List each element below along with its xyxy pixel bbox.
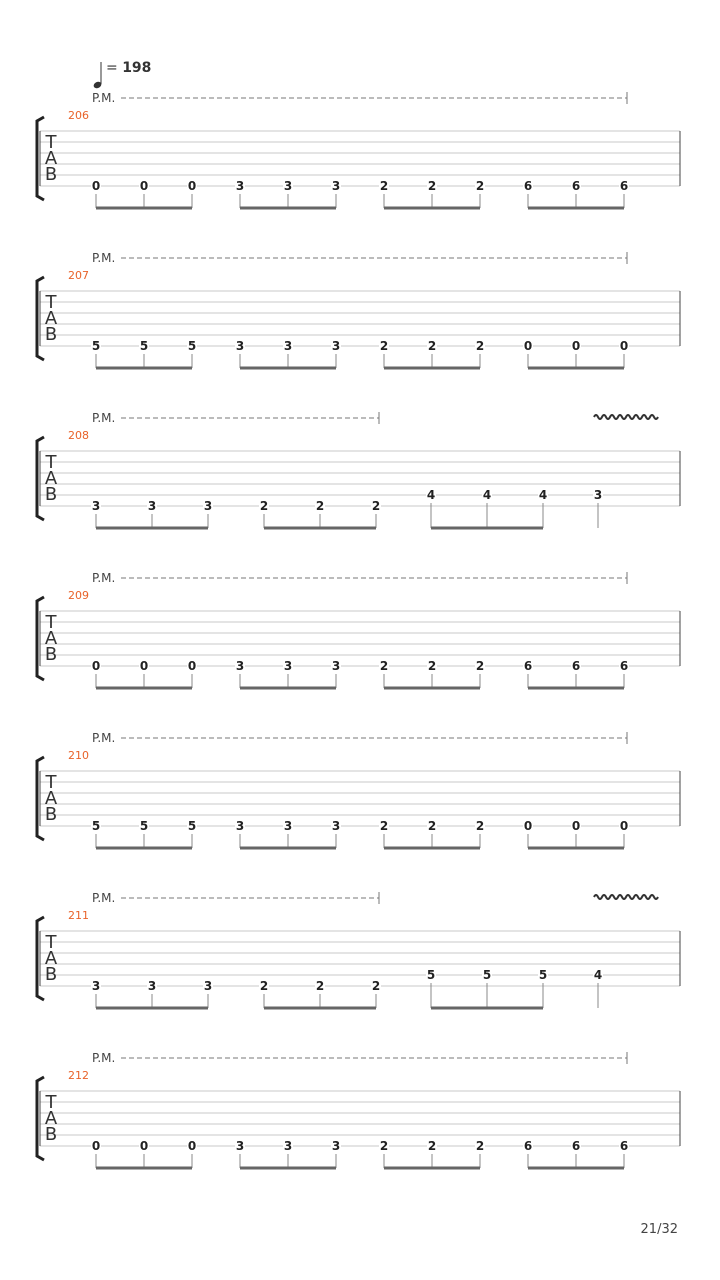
beam-group: [426, 488, 548, 528]
tab-clef-b: B: [44, 804, 58, 825]
fret-number: 3: [91, 979, 101, 993]
tab-clef-t: T: [45, 1092, 57, 1113]
fret-number: 3: [147, 979, 157, 993]
fret-number: 5: [139, 339, 149, 353]
fret-number: 2: [379, 179, 389, 193]
fret-number: 0: [139, 659, 149, 673]
fret-number: 3: [235, 179, 245, 193]
fret-number: 2: [427, 659, 437, 673]
fret-number: 6: [523, 179, 533, 193]
palm-mute-label: P.M.: [92, 251, 116, 265]
fret-number: 2: [427, 339, 437, 353]
fret-number: 5: [538, 968, 548, 982]
fret-number: 2: [259, 499, 269, 513]
tab-clef-b: B: [44, 644, 58, 665]
beam-group: [523, 659, 629, 688]
fret-number: 0: [139, 179, 149, 193]
fret-number: 3: [235, 1139, 245, 1153]
fret-number: 0: [523, 339, 533, 353]
beam-group: [91, 659, 197, 688]
tab-clef-t: T: [45, 292, 57, 313]
tab-system-209: [37, 571, 680, 688]
fret-number: 3: [203, 499, 213, 513]
page-number: 21/32: [640, 1222, 678, 1237]
palm-mute-label: P.M.: [92, 1051, 116, 1065]
fret-number: 3: [283, 819, 293, 833]
measure-number: 206: [68, 109, 89, 122]
fret-number: 3: [331, 659, 341, 673]
tab-clef-t: T: [45, 772, 57, 793]
beam-group: [523, 1139, 629, 1168]
beam-group: [91, 339, 197, 368]
tab-clef-a: A: [44, 468, 58, 489]
fret-number: 4: [538, 488, 548, 502]
fret-number: 2: [371, 499, 381, 513]
beam-group: [259, 979, 381, 1008]
tab-clef-t: T: [45, 452, 57, 473]
fret-number: 6: [523, 1139, 533, 1153]
fret-number: 2: [379, 339, 389, 353]
tab-clef-b: B: [44, 964, 58, 985]
fret-number: 5: [91, 819, 101, 833]
fret-number: 0: [523, 819, 533, 833]
fret-number: 2: [427, 819, 437, 833]
measure-number: 208: [68, 429, 89, 442]
fret-number: 3: [331, 1139, 341, 1153]
fret-number: 0: [187, 179, 197, 193]
measure-number: 211: [68, 909, 89, 922]
fret-number: 5: [91, 339, 101, 353]
fret-number: 2: [427, 1139, 437, 1153]
beam-group: [523, 339, 629, 368]
tab-clef-t: T: [45, 132, 57, 153]
fret-number: 3: [203, 979, 213, 993]
fret-number: 3: [235, 659, 245, 673]
beam-group: [235, 179, 341, 208]
measure-number: 212: [68, 1069, 89, 1082]
tab-clef-b: B: [44, 324, 58, 345]
fret-number: 2: [379, 819, 389, 833]
fret-number: 2: [379, 1139, 389, 1153]
fret-number: 0: [619, 339, 629, 353]
fret-number: 3: [235, 339, 245, 353]
tab-clef-a: A: [44, 628, 58, 649]
fret-number: 3: [91, 499, 101, 513]
palm-mute-label: P.M.: [92, 411, 116, 425]
tab-system-211: [37, 891, 680, 1008]
fret-number: 3: [147, 499, 157, 513]
beam-group: [379, 1139, 485, 1168]
fret-number: 0: [91, 179, 101, 193]
tab-system-210: [37, 731, 680, 848]
fret-number: 2: [475, 1139, 485, 1153]
beam-group: [426, 968, 548, 1008]
tab-clef-b: B: [44, 1124, 58, 1145]
fret-number: 0: [187, 1139, 197, 1153]
fret-number: 3: [331, 179, 341, 193]
tempo-bpm: 198: [122, 60, 152, 76]
tab-clef-t: T: [45, 932, 57, 953]
vibrato-icon: [594, 415, 658, 419]
tab-clef-a: A: [44, 308, 58, 329]
fret-number: 6: [619, 659, 629, 673]
fret-number: 3: [283, 1139, 293, 1153]
beam-group: [379, 659, 485, 688]
beam-group: [235, 1139, 341, 1168]
fret-number: 3: [235, 819, 245, 833]
palm-mute-label: P.M.: [92, 731, 116, 745]
tab-system-212: [37, 1051, 680, 1168]
tab-clef-t: T: [45, 612, 57, 633]
beam-group: [91, 979, 213, 1008]
measure-number: 207: [68, 269, 89, 282]
fret-number: 2: [475, 819, 485, 833]
beam-group: [235, 819, 341, 848]
beam-group: [379, 819, 485, 848]
beam-group: [379, 179, 485, 208]
fret-number: 2: [475, 659, 485, 673]
fret-number: 0: [139, 1139, 149, 1153]
fret-number: 4: [426, 488, 436, 502]
tab-clef-b: B: [44, 164, 58, 185]
tab-system-208: [37, 411, 680, 528]
fret-number: 2: [371, 979, 381, 993]
fret-number: 0: [91, 1139, 101, 1153]
fret-number: 5: [139, 819, 149, 833]
tab-system-206: [37, 91, 680, 208]
tab-clef-a: A: [44, 1108, 58, 1129]
fret-number: 2: [315, 979, 325, 993]
fret-number: 4: [482, 488, 492, 502]
vibrato-icon: [594, 895, 658, 899]
fret-number: 3: [283, 659, 293, 673]
beam-group: [523, 819, 629, 848]
fret-number: 5: [187, 819, 197, 833]
fret-number: 6: [571, 659, 581, 673]
fret-number: 3: [331, 819, 341, 833]
fret-number: 2: [475, 179, 485, 193]
measure-number: 209: [68, 589, 89, 602]
fret-number: 2: [427, 179, 437, 193]
beam-group: [259, 499, 381, 528]
fret-number: 0: [91, 659, 101, 673]
tab-clef-a: A: [44, 948, 58, 969]
fret-number: 0: [571, 339, 581, 353]
beam-group: [379, 339, 485, 368]
tab-clef-b: B: [44, 484, 58, 505]
fret-number: 3: [283, 339, 293, 353]
fret-number: 6: [571, 1139, 581, 1153]
tab-clef-a: A: [44, 148, 58, 169]
beam-group: [91, 819, 197, 848]
fret-number: 5: [187, 339, 197, 353]
fret-number: 6: [523, 659, 533, 673]
beam-group: [235, 339, 341, 368]
fret-number: 2: [475, 339, 485, 353]
fret-number: 0: [571, 819, 581, 833]
fret-number: 2: [259, 979, 269, 993]
tempo-equals: =: [106, 60, 118, 76]
fret-number: 5: [482, 968, 492, 982]
beam-group: [235, 659, 341, 688]
fret-number: 6: [619, 1139, 629, 1153]
fret-number-single: 4: [593, 968, 603, 982]
fret-number: 5: [426, 968, 436, 982]
fret-number: 6: [619, 179, 629, 193]
palm-mute-label: P.M.: [92, 891, 116, 905]
palm-mute-label: P.M.: [92, 571, 116, 585]
measure-number: 210: [68, 749, 89, 762]
fret-number: 0: [187, 659, 197, 673]
fret-number: 2: [379, 659, 389, 673]
fret-number: 3: [283, 179, 293, 193]
palm-mute-label: P.M.: [92, 91, 116, 105]
fret-number: 2: [315, 499, 325, 513]
tab-clef-a: A: [44, 788, 58, 809]
beam-group: [523, 179, 629, 208]
fret-number: 0: [619, 819, 629, 833]
tab-system-207: [37, 251, 680, 368]
fret-number: 3: [331, 339, 341, 353]
beam-group: [91, 179, 197, 208]
fret-number-single: 3: [593, 488, 603, 502]
fret-number: 6: [571, 179, 581, 193]
beam-group: [91, 499, 213, 528]
beam-group: [91, 1139, 197, 1168]
